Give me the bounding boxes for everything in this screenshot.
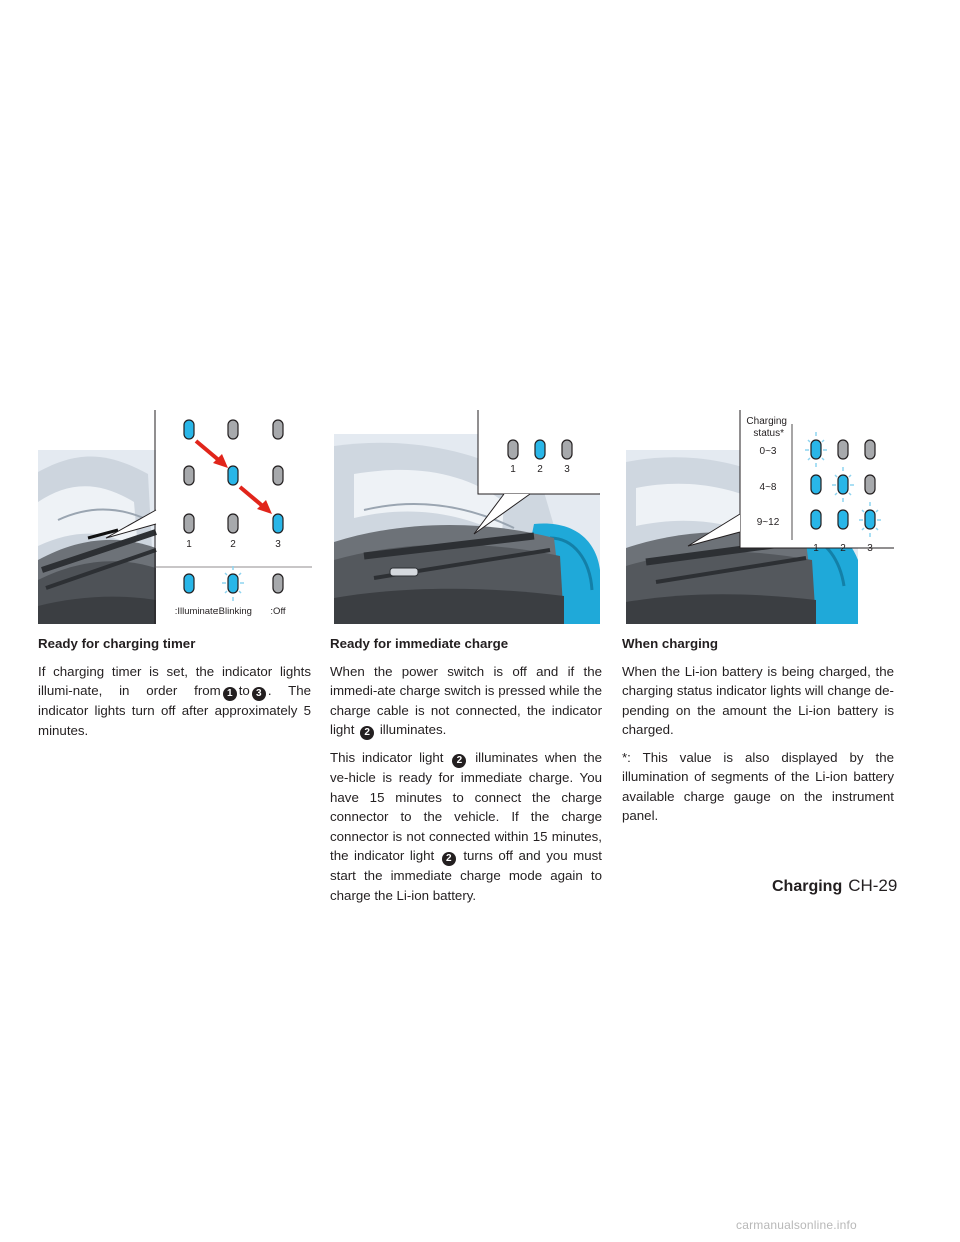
status-header: status* [753,428,784,439]
indicator-light [228,420,238,439]
paragraph [38,662,311,741]
indicator-light [184,466,194,485]
indicator-light [865,475,875,494]
status-row-label: 4~8 [759,482,777,493]
text-run: illuminates when the ve-hicle is ready for immediate charge. You have 15 minutes to connect the charge connector to the vehicle. If the charge connector is not connected within 15 minutes, the indicator light [330,750,602,863]
callout-number: 3 [252,687,266,701]
text-run: This indicator light [330,750,444,765]
section-immediate-charge [330,634,602,913]
page-footer [772,876,897,896]
indicator-light [228,514,238,533]
paragraph [330,662,602,741]
legend-illuminate-label: :Illuminate [174,606,218,617]
section-heading: Ready for immediate charge [330,636,509,651]
column-label: 3 [867,543,873,554]
indicator-light [273,466,283,485]
callout-number: 2 [452,754,466,768]
text-run: turns off and you must start the immediate charge mode again to charge the Li-ion battery. [330,848,602,903]
legend-blinking-label: :Blinking [216,606,252,617]
text-run: When the power switch is off and if the immedi-ate charge switch is pressed while the charge cable is not connected, the indicator light [330,663,602,737]
indicator-light [273,420,283,439]
text-run: illuminates. [379,722,447,737]
indicator-light [228,466,238,485]
status-header: Charging [746,416,787,427]
text-run: . The indicator lights turn off after approximately 5 minutes. [38,683,312,738]
callout-number: 2 [442,852,456,866]
indicator-light [838,440,848,459]
column-label: 3 [275,539,281,550]
car-windshield-illustration [38,450,156,624]
callout-number: 1 [223,687,237,701]
column-label: 1 [186,539,192,550]
text-run: to [238,683,250,698]
indicator-light [811,475,821,494]
status-row-label: 0~3 [759,446,777,457]
column-label: 3 [564,464,570,475]
column-label: 2 [537,464,543,475]
footer-section-title: Charging [772,878,843,895]
section-when-charging [622,634,894,834]
indicator-light [184,514,194,533]
indicator-light [562,440,572,459]
paragraph [330,748,602,905]
sequence-arrow [240,487,272,514]
indicator-light [838,510,848,529]
column-label: 1 [813,543,819,554]
legend-off-light [273,574,283,593]
column-label: 2 [230,539,236,550]
indicator-light [865,440,875,459]
indicator-light [184,420,194,439]
indicator-light [508,440,518,459]
section-heading: Ready for charging timer [38,636,196,651]
watermark: carmanualsonline.info [736,1218,857,1232]
column-label: 1 [510,464,516,475]
legend-off-label: :Off [270,606,286,617]
page-number: CH-29 [848,876,898,895]
column-label: 2 [840,543,846,554]
indicator-light [273,514,283,533]
section-charging-timer [38,634,311,748]
figure-charging-timer [38,410,323,624]
status-row-label: 9~12 [756,517,780,528]
section-heading: When charging [622,636,719,651]
indicator-grid [184,420,283,533]
text-run: If charging timer is set, the indicator lights illumi-nate, in order from [38,663,311,698]
legend-blinking-light [222,566,244,601]
paragraph: *: This value is also displayed by the illumination of segments of the Li-ion battery available charge gauge on the instrument panel. [622,749,894,823]
sequence-arrow [196,441,228,468]
figure-when-charging [626,410,894,624]
indicator-light [535,440,545,459]
legend-illuminate-light [184,574,194,593]
paragraph: When the Li-ion battery is being charged, the charging status indicator lights will change de-pending on the amount the Li-ion battery is charged. [622,663,894,737]
figure-immediate-charge [334,410,600,624]
indicator-light [811,510,821,529]
callout-number: 2 [360,726,374,740]
